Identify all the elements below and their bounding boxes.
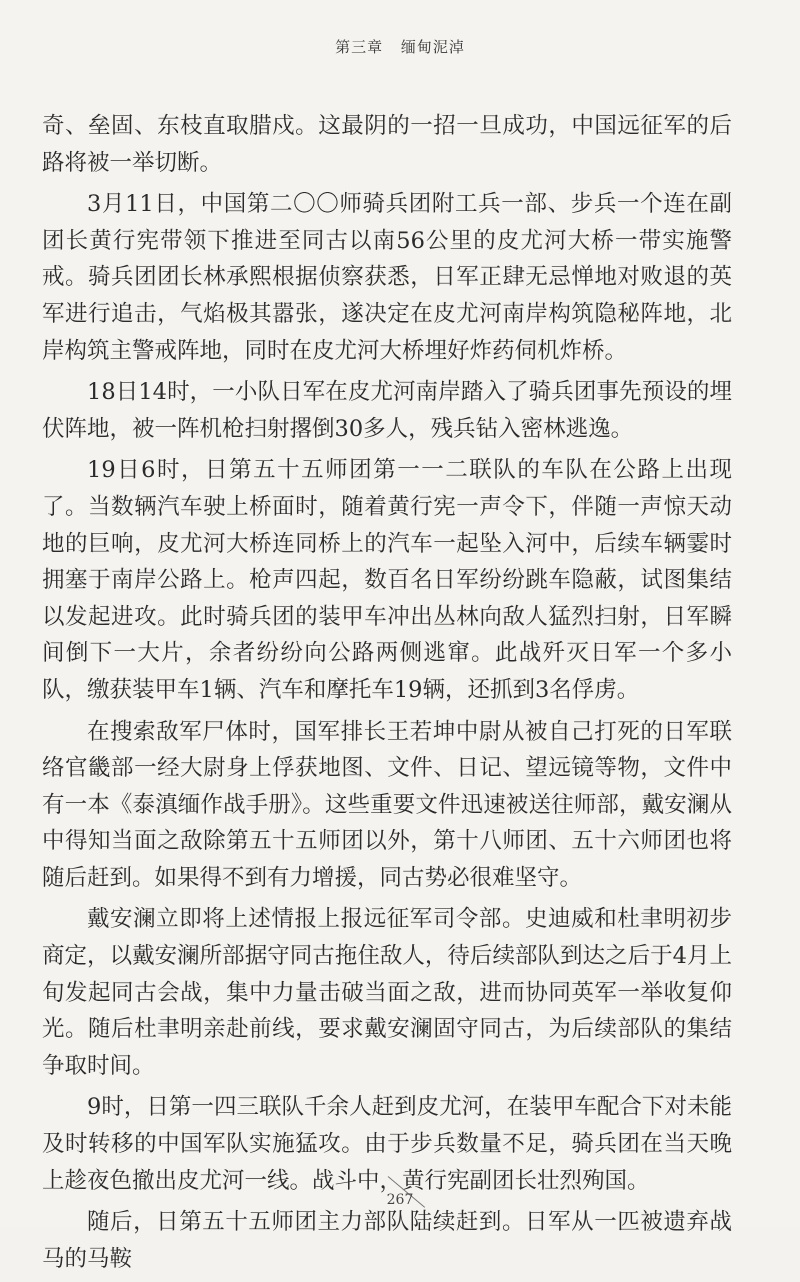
paragraph: 18日14时，一小队日军在皮尤河南岸踏入了骑兵团事先预设的埋伏阵地，被一阵机枪扫射撂倒30多人，残兵钻入密林逃逸。 (42, 379, 732, 442)
chapter-title: 缅甸泥淖 (400, 38, 465, 56)
paragraph: 奇、垒固、东枝直取腊戍。这最阴的一招一旦成功，中国远征军的后路将被一举切断。 (42, 113, 732, 176)
chapter-number: 第三章 (335, 38, 384, 56)
paragraph: 随后，日第五十五师团主力部队陆续赶到。日军从一匹被遗弃战马的马鞍 (42, 1209, 732, 1272)
paragraph: 19日6时，日第五十五师团第一一二联队的车队在公路上出现了。当数辆汽车驶上桥面时，随着黄行宪一声令下，伴随一声惊天动地的巨响，皮尤河大桥连同桥上的汽车一起坠入河中，后续车辆霎时拥塞于南岸公路上。枪声四起，数百名日军纷纷跳车隐蔽，试图集结以发起进攻。此时骑兵团的装甲车冲出丛林向敌人猛烈扫射，日军瞬间倒下一大片，余者纷纷向公路两侧逃窜。此战歼灭日军一个多小队，缴获装甲车1辆、汽车和摩托车19辆，还抓到3名俘虏。 (42, 457, 732, 703)
running-header (0, 36, 800, 57)
page-footer (0, 1192, 800, 1208)
page-number: 267 (386, 1192, 414, 1208)
paragraph: 戴安澜立即将上述情报上报远征军司令部。史迪威和杜聿明初步商定，以戴安澜所部据守同古拖住敌人，待后续部队到达之后于4月上旬发起同古会战，集中力量击破当面之敌，进而协同英军一举收复仰光。随后杜聿明亲赴前线，要求戴安澜固守同古，为后续部队的集结争取时间。 (42, 906, 732, 1079)
paragraph: 3月11日，中国第二〇〇师骑兵团附工兵一部、步兵一个连在副团长黄行宪带领下推进至同古以南56公里的皮尤河大桥一带实施警戒。骑兵团团长林承熙根据侦察获悉，日军正肆无忌惮地对败退的英军进行追击，气焰极其嚣张，遂决定在皮尤河南岸构筑隐秘阵地，北岸构筑主警戒阵地，同时在皮尤河大桥埋好炸药伺机炸桥。 (42, 191, 732, 364)
paragraph: 在搜索敌军尸体时，国军排长王若坤中尉从被自己打死的日军联络官畿部一经大尉身上俘获地图、文件、日记、望远镜等物，文件中有一本《泰滇缅作战手册》。这些重要文件迅速被送往师部，戴安澜从中得知当面之敌除第五十五师团以外，第十八师团、五十六师团也将随后赶到。如果得不到有力增援，同古势必很难坚守。 (42, 718, 732, 891)
body-text (42, 108, 732, 1282)
paragraph: 9时，日第一四三联队千余人赶到皮尤河，在装甲车配合下对未能及时转移的中国军队实施猛攻。由于步兵数量不足，骑兵团在当天晚上趁夜色撤出皮尤河一线。战斗中，黄行宪副团长壮烈殉国。 (42, 1094, 732, 1194)
